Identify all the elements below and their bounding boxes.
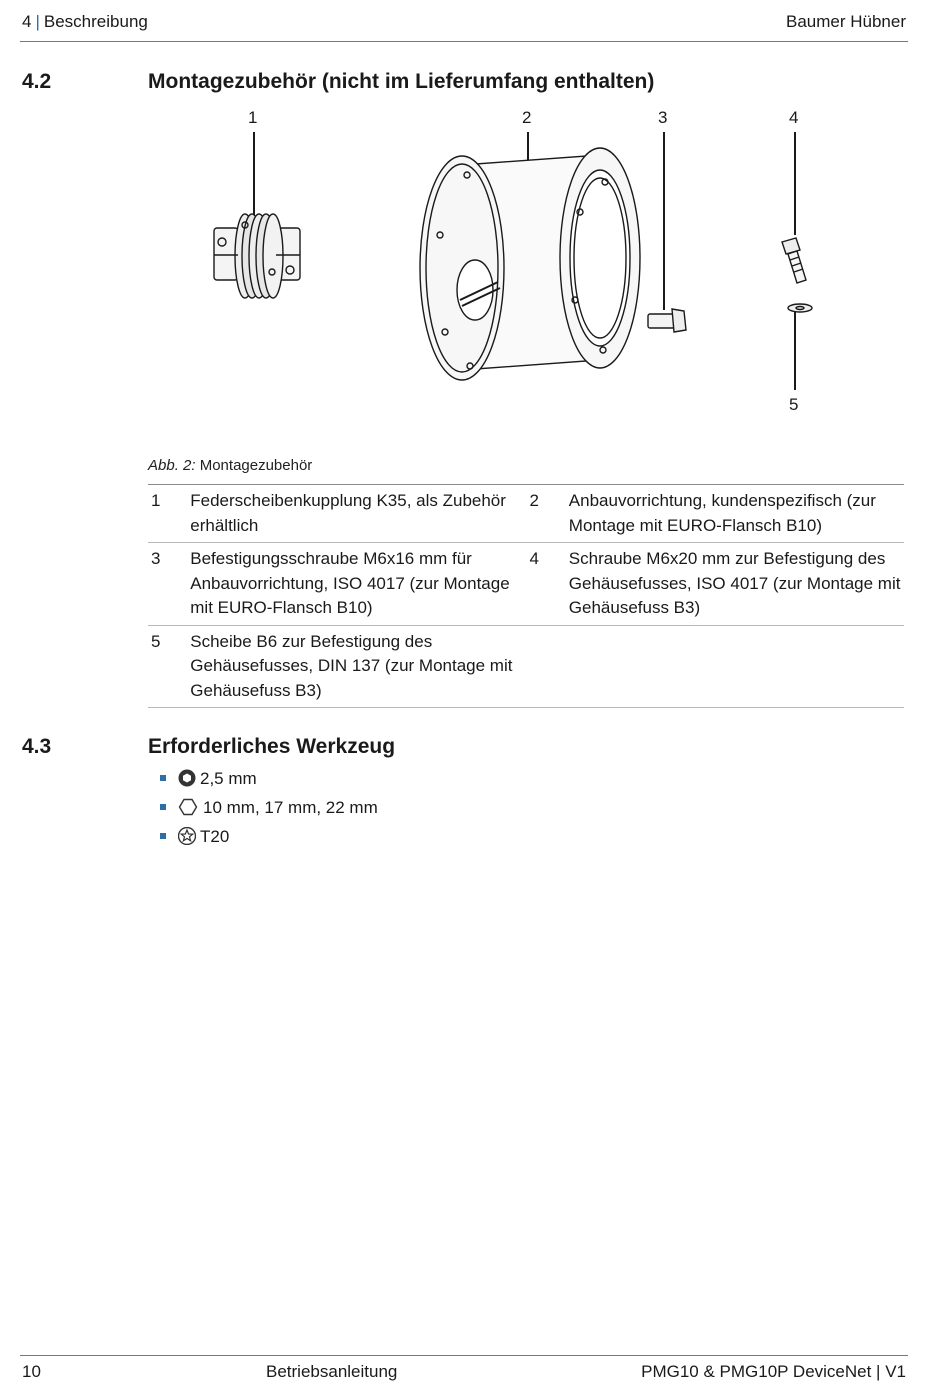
page-number: 10 xyxy=(22,1362,41,1381)
tool-size: T20 xyxy=(200,827,230,846)
legend-number: 4 xyxy=(529,549,539,568)
accessory-figure xyxy=(0,100,950,430)
torx-icon xyxy=(178,827,196,853)
chapter-title: Beschreibung xyxy=(43,12,148,31)
legend-text: Anbauvorrichtung, kundenspezifisch (zur Montage mit EURO-Flansch B10) xyxy=(568,491,876,535)
coupling-drawing xyxy=(214,214,300,298)
legend-number: 2 xyxy=(529,491,539,510)
company-name: Baumer Hübner xyxy=(785,12,906,31)
section-number: 4.2 xyxy=(22,70,52,93)
washer-drawing xyxy=(788,304,812,312)
figure-label-3: 3 xyxy=(658,108,668,127)
legend-text: Schraube M6x20 mm zur Befestigung des Gehäusefusses, ISO 4017 (zur Montage mit Gehäusefuss B3) xyxy=(568,549,901,617)
legend-empty-cell xyxy=(527,625,569,708)
accessory-drawing xyxy=(0,100,950,430)
product-name: PMG10 & PMG10P DeviceNet | V1 xyxy=(641,1362,906,1381)
bullet-square xyxy=(160,833,166,839)
figure-label-1: 1 xyxy=(248,108,258,127)
section-title: Montagezubehör (nicht im Lieferumfang enthalten) xyxy=(148,70,655,93)
legend-empty-cell xyxy=(569,625,904,708)
header-separator: | xyxy=(35,12,40,31)
bullet-square xyxy=(160,775,166,781)
section-number: 4.3 xyxy=(22,735,52,758)
hex-key-icon xyxy=(178,769,196,795)
figure-caption xyxy=(148,457,312,474)
legend-number: 5 xyxy=(151,631,161,651)
legend-text: Federscheibenkupplung K35, als Zubehör erhältlich xyxy=(190,491,506,535)
open-wrench-icon xyxy=(178,798,198,824)
legend-text: Befestigungsschraube M6x16 mm für Anbauvorrichtung, ISO 4017 (zur Montage mit EURO-Flansch B10) xyxy=(190,549,510,617)
legend-number: 1 xyxy=(151,491,161,510)
adapter-flange-drawing xyxy=(420,148,640,380)
section-title: Erforderliches Werkzeug xyxy=(148,735,396,758)
figure-label-4: 4 xyxy=(789,108,799,127)
caption-text: Montagezubehör xyxy=(199,457,313,474)
bolt-m6x16-drawing xyxy=(648,309,686,332)
tool-size: 2,5 mm xyxy=(200,769,257,788)
legend-text: Scheibe B6 zur Befestigung des Gehäusefusses, DIN 137 (zur Montage mit Gehäusefuss B3) xyxy=(190,631,513,700)
document-type: Betriebsanleitung xyxy=(266,1362,398,1381)
table-row xyxy=(148,625,904,708)
bullet-square xyxy=(160,804,166,810)
table-row xyxy=(148,543,904,626)
header-rule xyxy=(20,41,908,42)
figure-label-2: 2 xyxy=(522,108,532,127)
tool-size: 10 mm, 17 mm, 22 mm xyxy=(203,798,378,817)
footer-rule xyxy=(20,1355,908,1356)
figure-label-5: 5 xyxy=(789,395,799,414)
legend-table xyxy=(148,484,904,708)
chapter-header xyxy=(22,12,148,32)
screw-m6x20-drawing xyxy=(782,238,806,283)
legend-number: 3 xyxy=(151,549,161,568)
table-row xyxy=(148,485,904,543)
caption-prefix: Abb. 2: xyxy=(148,457,196,474)
chapter-number: 4 xyxy=(22,12,32,31)
